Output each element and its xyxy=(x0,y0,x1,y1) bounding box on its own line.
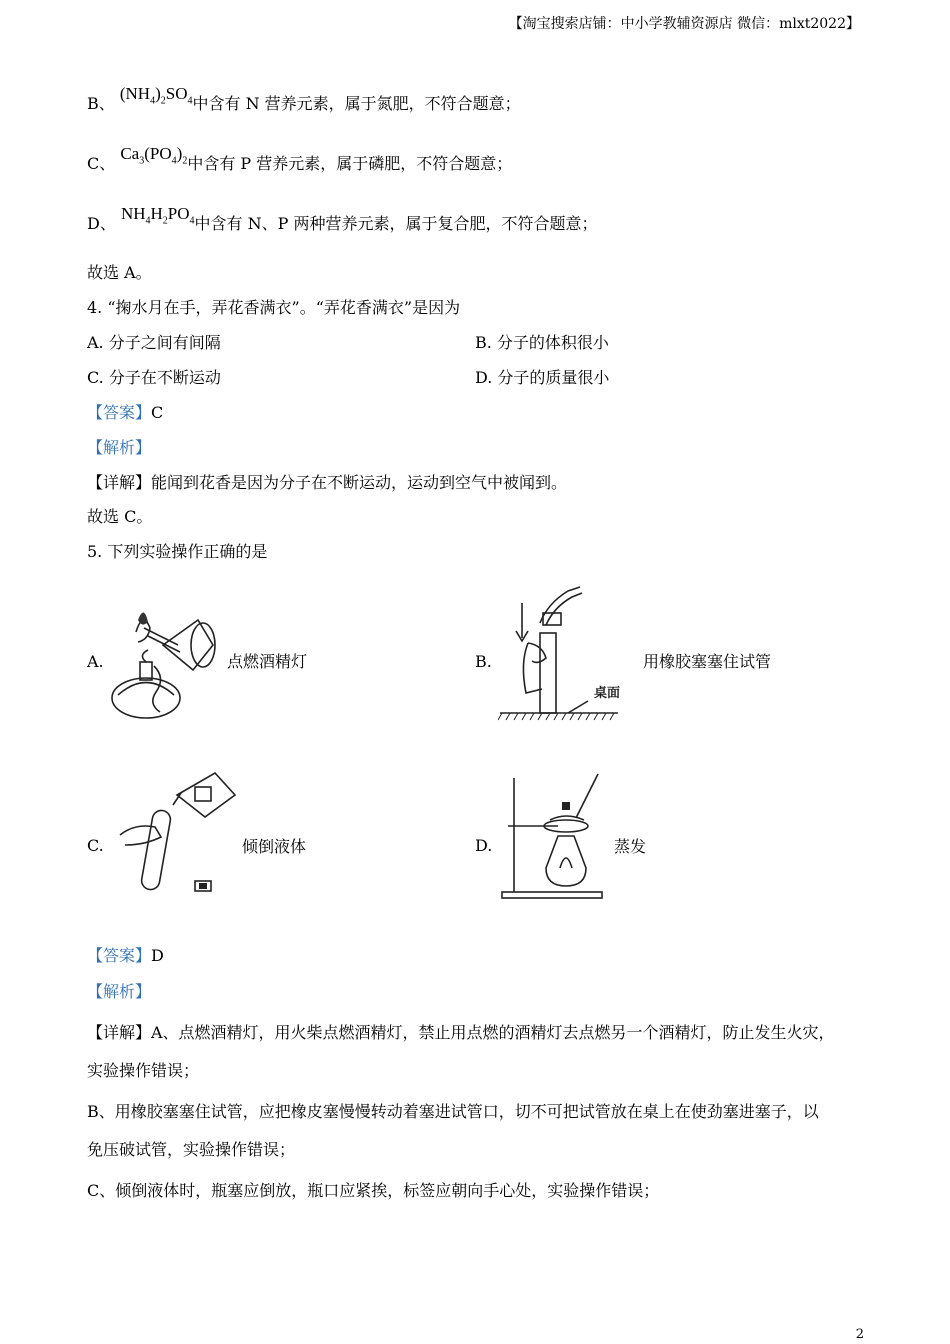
page-number: 2 xyxy=(855,1327,864,1342)
formula-part: H xyxy=(150,204,163,223)
q4-option-c: C. 分子在不断运动 xyxy=(87,368,221,387)
q5-stem: 5. 下列实验操作正确的是 xyxy=(87,542,268,561)
answer-value: D xyxy=(151,946,164,965)
formula-sub: 2 xyxy=(182,155,188,167)
q5-detail-b-line1: B、用橡胶塞塞住试管，应把橡皮塞慢慢转动着塞进试管口，切不可把试管放在桌上在使劲塞进塞子，以 xyxy=(87,1102,819,1121)
q4-analysis-label: 【解析】 xyxy=(87,438,152,457)
option-b-text: 中含有 N 营养元素，属于氮肥，不符合题意； xyxy=(192,94,521,113)
formula-ammonium-sulfate xyxy=(119,84,193,107)
q5-option-c-caption: 倾倒液体 xyxy=(242,837,307,856)
formula-sub: 4 xyxy=(145,215,151,227)
formula-sub: 4 xyxy=(187,95,193,107)
q4-conclusion: 故选 C。 xyxy=(87,507,153,526)
formula-ammonium-dihydrogen-phosphate xyxy=(120,204,195,227)
q4-option-a: A. 分子之间有间隔 xyxy=(87,333,221,352)
pouring-liquid-illustration xyxy=(115,765,240,900)
q5-option-b-letter: B. xyxy=(475,652,492,671)
q5-detail-a-line1: 【详解】A、点燃酒精灯，用火柴点燃酒精灯，禁止用点燃的酒精灯去点燃另一个酒精灯，防止发生火灾， xyxy=(87,1023,835,1042)
formula-sub: 2 xyxy=(162,215,168,227)
desk-label: 桌面 xyxy=(594,686,621,701)
q5-option-d-caption: 蒸发 xyxy=(614,837,647,856)
formula-sub: 4 xyxy=(171,155,177,167)
q4-option-d: D. 分子的质量很小 xyxy=(475,368,610,387)
page-header: 【淘宝搜索店铺：中小学教辅资源店 微信：mlxt2022】 xyxy=(508,16,860,32)
formula-part: ) xyxy=(155,84,161,103)
q5-option-a-caption: 点燃酒精灯 xyxy=(227,652,308,671)
option-b-prefix: B、 xyxy=(87,94,115,113)
q5-detail-c: C、倾倒液体时，瓶塞应倒放，瓶口应紧挨，标签应朝向手心处，实验操作错误； xyxy=(87,1181,660,1200)
formula-part: PO xyxy=(167,204,190,223)
option-d-text: 中含有 N、P 两种营养元素，属于复合肥，不符合题意； xyxy=(194,214,598,233)
formula-part: Ca xyxy=(120,144,140,163)
q4-stem: 4. “掬水月在手，弄花香满衣”。“弄花香满衣”是因为 xyxy=(87,298,461,317)
q3-option-c xyxy=(87,144,513,182)
formula-sub: 4 xyxy=(189,215,195,227)
formula-part: ) xyxy=(176,144,183,163)
q3-option-b xyxy=(87,84,521,122)
option-c-text: 中含有 P 营养元素，属于磷肥，不符合题意； xyxy=(187,154,513,173)
evaporation-apparatus-illustration xyxy=(498,768,610,903)
answer-label: 【答案】 xyxy=(87,403,152,422)
formula-part: (PO xyxy=(144,144,172,163)
q5-option-c-letter: C. xyxy=(87,836,104,855)
q4-option-b: B. 分子的体积很小 xyxy=(475,333,609,352)
formula-part: SO xyxy=(165,84,188,103)
formula-calcium-phosphate xyxy=(120,144,188,167)
q5-option-b-caption: 用橡胶塞塞住试管 xyxy=(643,652,772,671)
q4-detail: 【详解】能闻到花香是因为分子在不断运动，运动到空气中被闻到。 xyxy=(87,473,568,492)
test-tube-stopper-illustration xyxy=(498,583,638,728)
formula-part: (NH xyxy=(119,84,151,103)
alcohol-lamp-lighting-illustration xyxy=(108,600,223,725)
option-c-prefix: C、 xyxy=(87,154,116,173)
formula-sub: 3 xyxy=(139,155,145,167)
q3-conclusion: 故选 A。 xyxy=(87,263,152,282)
q5-analysis-label: 【解析】 xyxy=(87,982,152,1001)
answer-value: C xyxy=(151,403,164,422)
q5-detail-a-line2: 实验操作错误； xyxy=(87,1061,200,1080)
option-d-prefix: D、 xyxy=(87,214,116,233)
q5-detail-b-line2: 免压破试管，实验操作错误； xyxy=(87,1140,296,1159)
q5-answer xyxy=(87,945,164,967)
formula-part: NH xyxy=(120,204,146,223)
formula-sub: 4 xyxy=(150,95,156,107)
q5-option-a-letter: A. xyxy=(87,652,104,671)
formula-sub: 2 xyxy=(160,95,166,107)
q3-option-d xyxy=(87,204,598,242)
q4-answer xyxy=(87,402,163,424)
q5-option-d-letter: D. xyxy=(475,836,493,855)
answer-label: 【答案】 xyxy=(87,946,152,965)
